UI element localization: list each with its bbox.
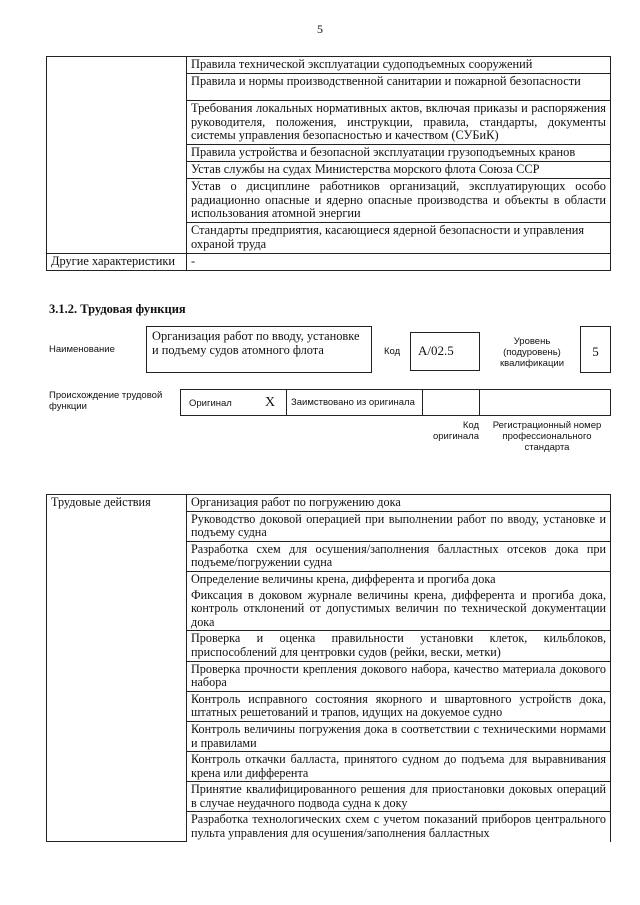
reg-number-box bbox=[479, 389, 611, 416]
original-mark: X bbox=[265, 395, 276, 410]
other-characteristics-value: - bbox=[187, 253, 611, 270]
code-original-box bbox=[422, 389, 480, 416]
list-item: Разработка схем для осушения/заполнения балластных отсеков дока при подъеме/погружении судна bbox=[187, 541, 611, 571]
original-label: Оригинал bbox=[189, 398, 232, 409]
name-label: Наименование bbox=[49, 344, 115, 355]
list-item: Контроль величины погружения дока в соответствии с техническими нормами и правилами bbox=[187, 721, 611, 751]
list-item: Требования локальных нормативных актов, включая приказы и распоряжения руководителя, положения, инструкции, правила, стандарты, документы системы управления безопасностью и качеством (СУБиК) bbox=[187, 100, 611, 144]
page-number: 5 bbox=[317, 22, 323, 36]
list-item: Контроль исправного состояния якорного и швартовного устройств дока, штатных решетований и трапов, идущих на докуемое судно bbox=[187, 691, 611, 721]
list-item: Правила и нормы производственной санитарии и пожарной безопасности bbox=[187, 73, 611, 100]
reg-number-label: Регистрационный номер профессионального стандарта bbox=[492, 420, 602, 453]
list-item: Правила устройства и безопасной эксплуатации грузоподъемных кранов bbox=[187, 145, 611, 162]
list-item: Определение величины крена, дифферента и прогиба дока bbox=[187, 571, 611, 587]
list-item: Фиксация в доковом журнале величины крена, дифферента и прогиба дока, контроль отклонений от допустимых величин по технической документации дока bbox=[187, 588, 611, 631]
list-item: Руководство доковой операцией при выполнении работ по вводу, установке и подъему судна bbox=[187, 511, 611, 541]
borrowed-label: Заимствовано из оригинала bbox=[291, 397, 415, 408]
list-item: Устав службы на судах Министерства морского флота Союза ССР bbox=[187, 161, 611, 178]
list-item: Организация работ по погружению дока bbox=[187, 495, 611, 512]
other-characteristics-label: Другие характеристики bbox=[47, 253, 187, 270]
code-box bbox=[410, 332, 480, 371]
list-item: Контроль откачки балласта, принятого судном до подъема для выравнивания крена или дифферента bbox=[187, 752, 611, 782]
code-label: Код bbox=[384, 346, 401, 357]
level-value: 5 bbox=[592, 344, 599, 359]
table-label-cell bbox=[47, 57, 187, 254]
labor-actions-label: Трудовые действия bbox=[47, 495, 187, 842]
list-item: Устав о дисциплине работников организаций, эксплуатирующих особо радиационно опасные и ядерно опасные производства и объекты в области использования атомной энергии bbox=[187, 178, 611, 222]
original-box bbox=[180, 389, 287, 416]
code-original-label: Код оригинала bbox=[432, 420, 479, 442]
function-name-box bbox=[146, 326, 372, 373]
list-item: Проверка прочности крепления докового набора, качество материала докового набора bbox=[187, 661, 611, 691]
level-box bbox=[580, 326, 611, 373]
code-value: А/02.5 bbox=[418, 343, 454, 358]
function-name: Организация работ по вводу, установке и подъему судов атомного флота bbox=[152, 329, 360, 357]
list-item: Стандарты предприятия, касающиеся ядерной безопасности и управления охраной труда bbox=[187, 223, 611, 254]
list-item: Разработка технологических схем с учетом показаний приборов центрального пульта управления для осушения/заполнения балластных bbox=[187, 812, 611, 842]
knowledge-table bbox=[46, 56, 611, 271]
section-title: 3.1.2. Трудовая функция bbox=[49, 302, 186, 316]
list-item: Принятие квалифицированного решения для приостановки доковых операций в случае неудачного подвода судна к доку bbox=[187, 782, 611, 812]
borrowed-box bbox=[286, 389, 423, 416]
list-item: Проверка и оценка правильности установки клеток, кильблоков, приспособлений для центровки судов (рейки, вески, метки) bbox=[187, 631, 611, 661]
level-label: Уровень (подуровень) квалификации bbox=[499, 336, 565, 369]
labor-actions-table bbox=[46, 494, 611, 842]
origin-label: Происхождение трудовой функции bbox=[49, 390, 163, 412]
list-item: Правила технической эксплуатации судоподъемных сооружений bbox=[187, 57, 611, 74]
